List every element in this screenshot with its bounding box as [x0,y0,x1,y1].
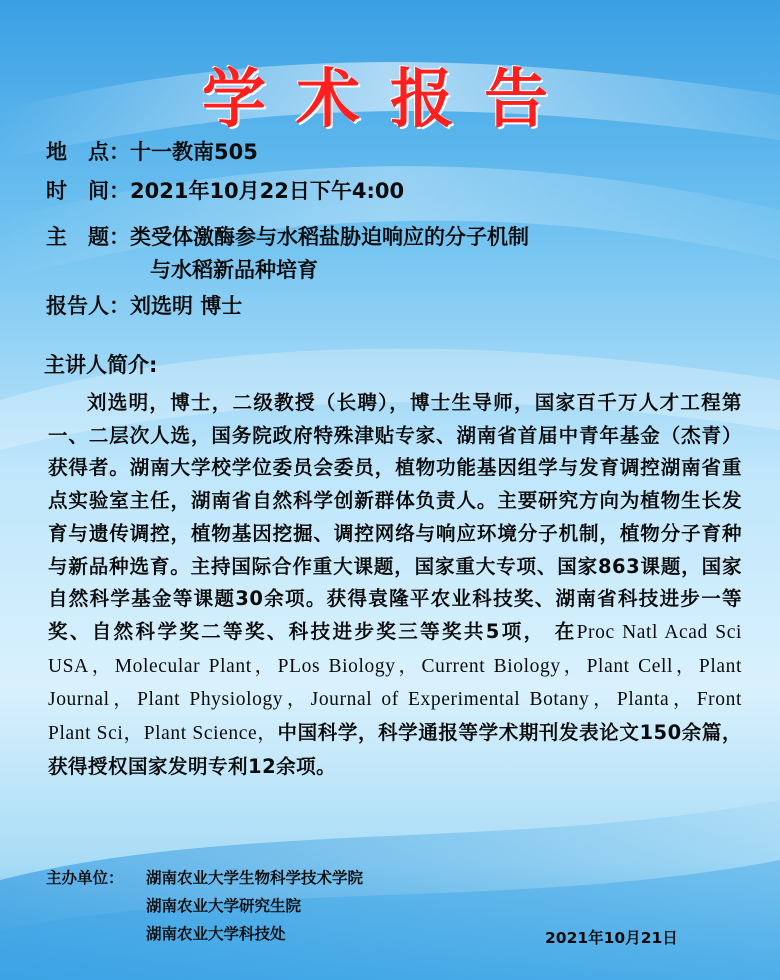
speaker-row [46,291,242,321]
host-unit: 湖南农业大学生物科学技术学院 [146,869,364,887]
speaker-bio [48,387,742,783]
time-value: 2021年10月22日下午4:00 [130,179,405,203]
intro-heading: 主讲人简介: [44,353,158,377]
time-row [46,176,404,206]
issue-date: 2021年10月21日 [545,929,678,947]
location-label: 地 点： [46,140,130,164]
speaker-value: 刘选明 博士 [130,294,243,318]
speaker-label: 报告人： [46,294,130,318]
location-value: 十一教南505 [130,140,258,164]
bio-journals: Proc Natl Acad Sci USA，Molecular Plant，PLos Biology，Current Biology，Plant Cell，Plant Journal，Plant Physiology，Journal of Experimental Botany，Planta，Front Plant Sci，Plant Science， [48,621,742,745]
topic-row [46,222,529,252]
bio-in: 在 [545,619,577,643]
topic-value-line1: 类受体激酶参与水稻盐胁迫响应的分子机制 [130,225,529,249]
host-unit: 湖南农业大学科技处 [146,925,286,943]
host-label: 主办单位： [46,869,124,887]
bio-end: 中国科学，科学通报等学术期刊发表论文150余篇，获得授权国家发明专利12余项。 [48,721,742,778]
time-label: 时 间： [46,179,130,203]
host-units [46,864,363,948]
host-unit: 湖南农业大学研究生院 [146,897,302,915]
bio-main: 刘选明，博士，二级教授（长聘），博士生导师，国家百千万人才工程第一、二层次人选，国务院政府特殊津贴专家、湖南省首届中青年基金（杰青）获得者。湖南大学校学位委员会委员，植物功能基因组学与发育调控湖南省重点实验室主任，湖南省自然科学创新群体负责人。主要研究方向为植物生长发育与遗传调控，植物基因挖掘、调控网络与响应环境分子机制，植物分子育种与新品种选育。主持国际合作重大课题，国家重大专项、国家863课题，国家自然科学基金等课题30余项。获得袁隆平农业科技奖、湖南省科技进步一等奖、自然科学奖二等奖、科技进步奖三等奖共5项， [48,391,742,643]
topic-value-line2: 与水稻新品种培育 [150,258,318,282]
poster-title: 学术报告 [202,63,578,137]
topic-label: 主 题： [46,225,130,249]
location-row [46,137,258,167]
